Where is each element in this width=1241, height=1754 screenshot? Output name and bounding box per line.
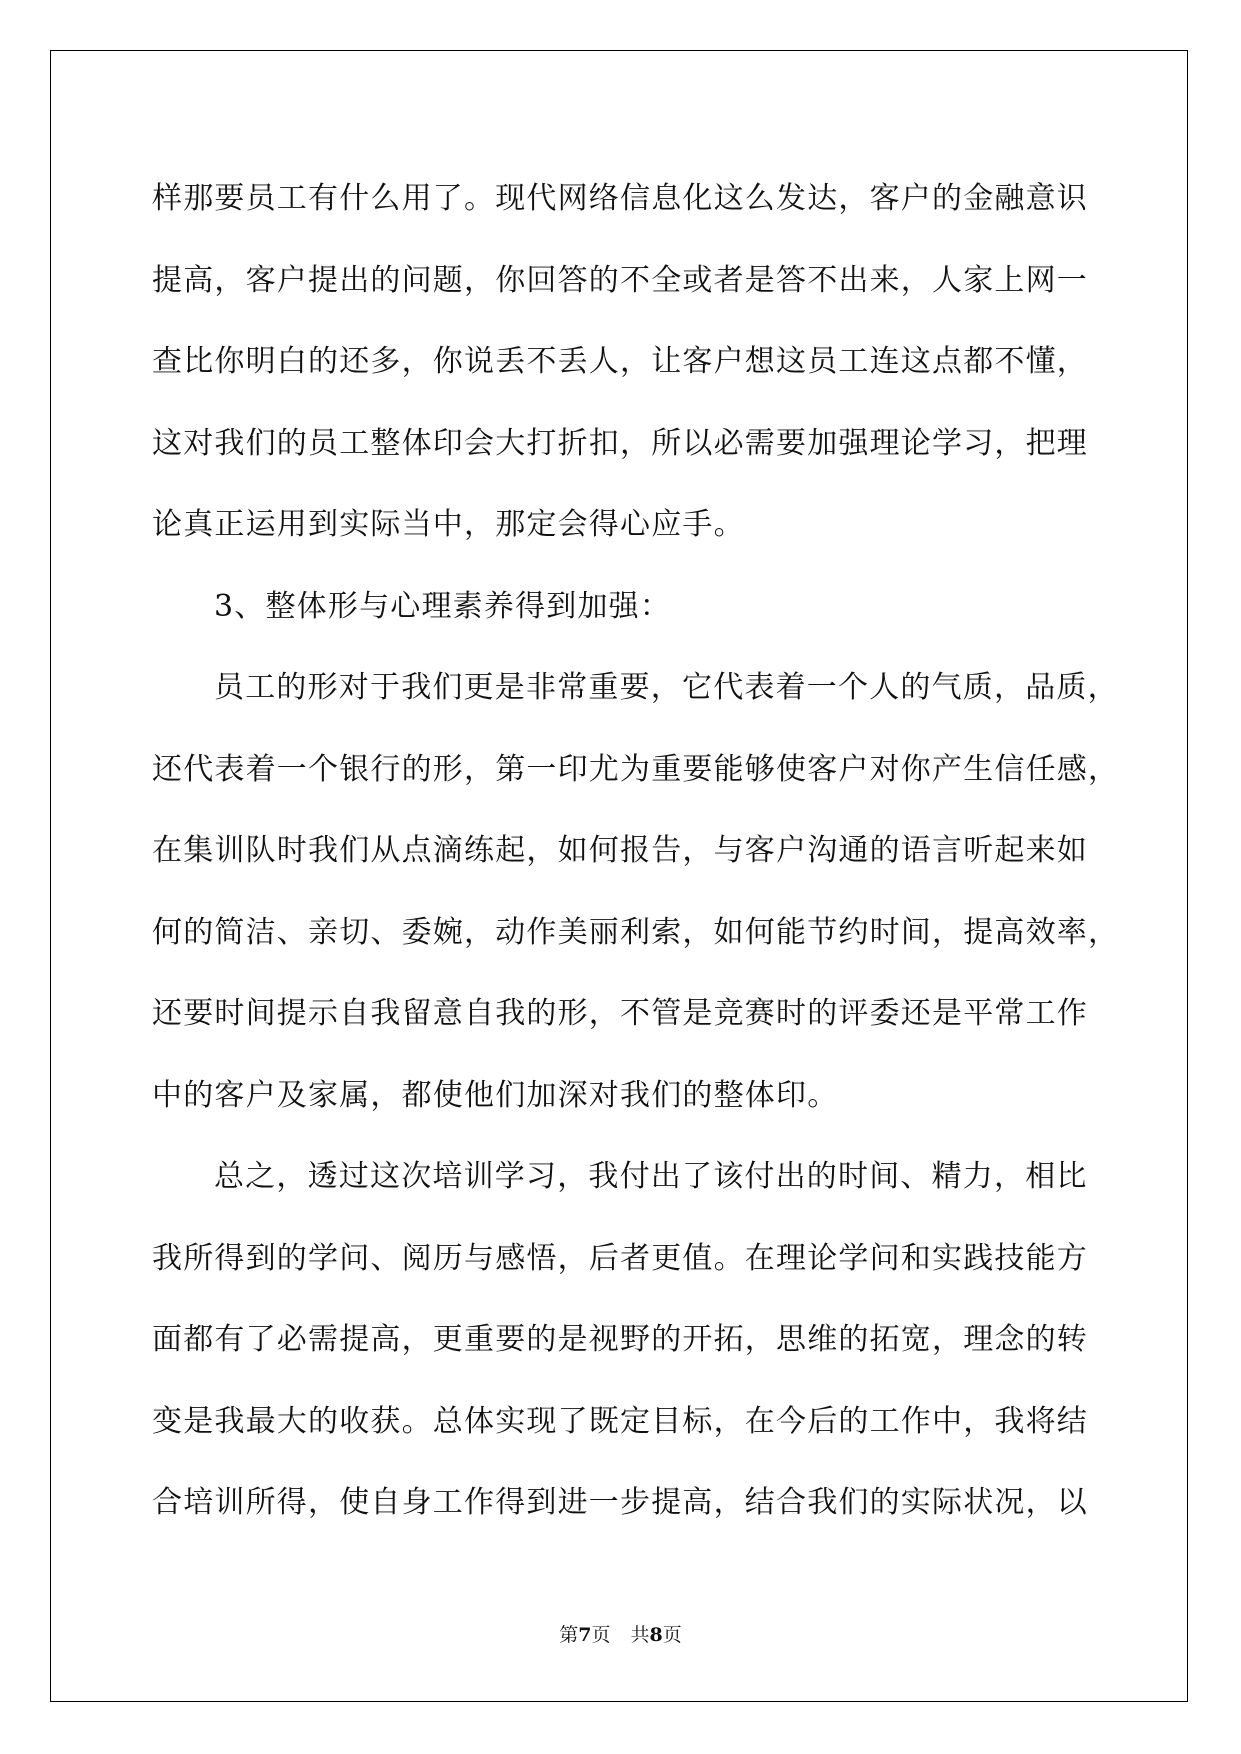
text-line: 样那要员工有什么用了。现代网络信息化这么发达，客户的金融意识: [152, 181, 1088, 216]
text-line: 我所得到的学问、阅历与感悟，后者更值。在理论学问和实践技能方: [152, 1240, 1088, 1276]
document-body: [152, 158, 1120, 1544]
text-line: 还代表着一个银行的形，第一印尤为重要能够使客户对你产生信任感，: [152, 751, 1120, 787]
text-line: 提高，客户提出的问题，你回答的不全或者是答不出来，人家上网一: [152, 262, 1088, 298]
text-line: 论真正运用到实际当中，那定会得心应手。: [152, 507, 745, 542]
text-line: 中的客户及家属，都使他们加深对我们的整体印。: [152, 1077, 839, 1113]
total-page-number: 8: [649, 1624, 663, 1646]
text-line: 合培训所得，使自身工作得到进一步提高，结合我们的实际状况，以: [152, 1485, 1088, 1520]
total-prefix: 共: [630, 1624, 650, 1646]
total-suffix: 页: [662, 1624, 682, 1646]
page-prefix: 第: [559, 1624, 579, 1646]
text-line: 这对我们的员工整体印会大打折扣，所以必需要加强理论学习，把理: [152, 425, 1088, 461]
text-line: 变是我最大的收获。总体实现了既定目标，在今后的工作中，我将结: [152, 1403, 1088, 1439]
page-suffix: 页: [591, 1624, 611, 1646]
text-line: 查比你明白的还多，你说丢不丢人，让客户想这员工连这点都不懂，: [152, 344, 1088, 379]
current-page-number: 7: [578, 1624, 592, 1646]
text-line: 在集训队时我们从点滴练起，如何报告，与客户沟通的语言听起来如: [152, 833, 1088, 868]
page-footer: [0, 1620, 1241, 1647]
text-line: 面都有了必需提高，更重要的是视野的开拓，思维的拓宽，理念的转: [152, 1322, 1088, 1357]
text-line: 还要时间提示自我留意自我的形，不管是竞赛时的评委还是平常工作: [152, 996, 1088, 1031]
text-line: 总之，透过这次培训学习，我付出了该付出的时间、精力，相比: [214, 1159, 1088, 1194]
text-line: 员工的形对于我们更是非常重要，它代表着一个人的气质，品质，: [214, 670, 1119, 705]
text-line: 何的简洁、亲切、委婉，动作美丽利索，如何能节约时间，提高效率，: [152, 914, 1120, 950]
section-heading: 3、整体形与心理素养得到加强：: [214, 588, 672, 624]
